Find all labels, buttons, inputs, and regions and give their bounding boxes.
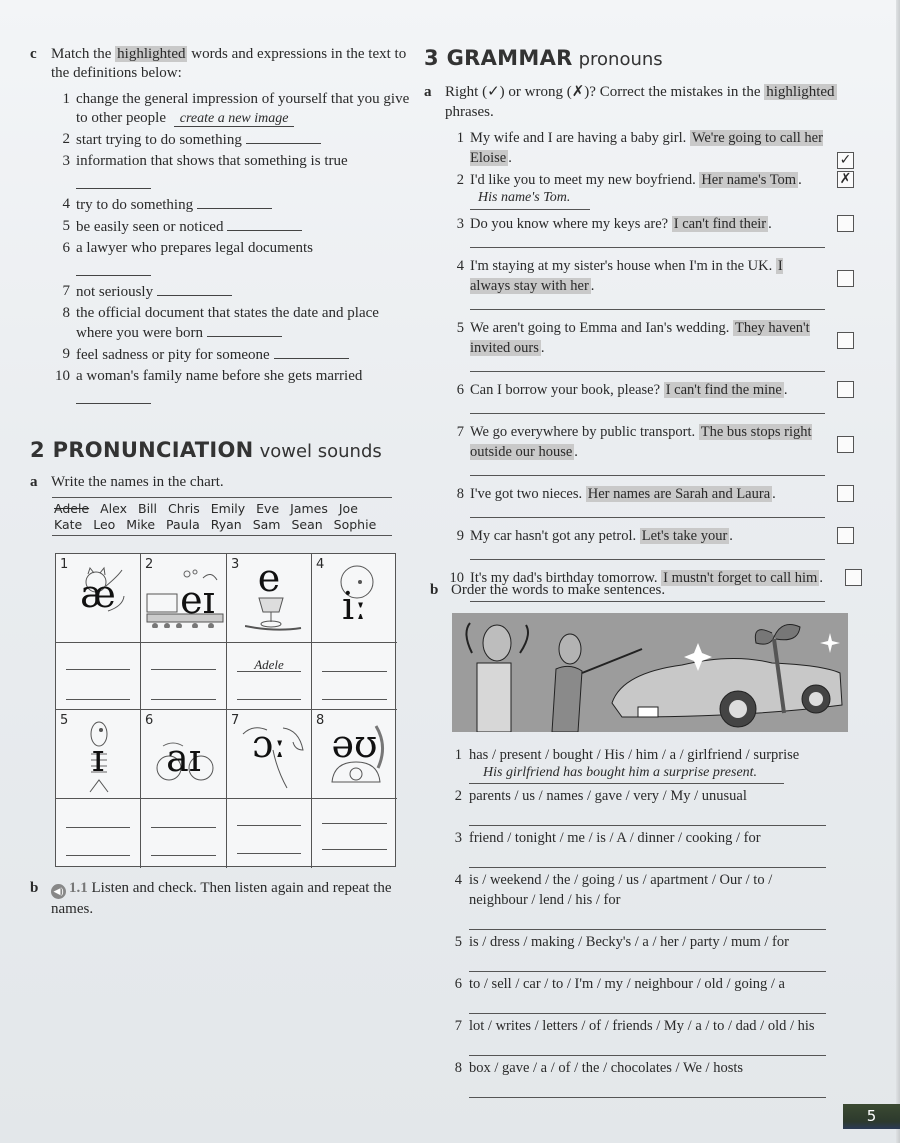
grammar-item: 6 Can I borrow your book, please? I can't find the mine . (446, 380, 854, 414)
sound-cell-2: 2 eɪ (141, 554, 227, 643)
sound-cell-8: 8 əʊ (312, 710, 397, 799)
pronunciation-section (30, 438, 410, 536)
answer-field[interactable] (469, 848, 826, 868)
grammar-item: 8 I've got two nieces. Her names are Sarah and Laura . (446, 484, 854, 518)
answer-blank[interactable] (227, 217, 302, 231)
section-title: 3 GRAMMAR pronouns (424, 46, 663, 70)
answer-field[interactable] (469, 910, 826, 930)
answer-cell[interactable] (56, 799, 141, 868)
name-chip: Bill (138, 501, 157, 516)
name-chip: Adele (54, 501, 90, 516)
sound-cell-3: 3 e (227, 554, 312, 643)
answer-field[interactable] (469, 1036, 826, 1056)
answer-blank[interactable] (197, 195, 272, 209)
answer-field[interactable] (469, 806, 826, 826)
page-edge (896, 0, 900, 1143)
correction-field[interactable] (470, 400, 825, 414)
order-item: 4 is / weekend / the / going / us / apartment / Our / to / neighbour / lend / his / for (448, 870, 838, 930)
definition-item: 4 try to do something (52, 195, 410, 215)
check-box[interactable] (837, 381, 854, 398)
audio-icon[interactable]: ◀) (51, 884, 66, 899)
exercise-3a-instruction: a Right (✓) or wrong (✗)? Correct the mistakes in the highlighted phrases. (424, 84, 835, 120)
name-chip: Eve (256, 501, 280, 516)
track-number: 1.1 (69, 880, 88, 896)
sound-cell-5: 5 ɪ (56, 710, 141, 799)
correction-field[interactable] (470, 358, 825, 372)
answer-cell[interactable] (141, 799, 227, 868)
answer-blank[interactable] (76, 390, 151, 404)
name-chip: Sam (252, 517, 281, 532)
exercise-2a-instruction: a Write the names in the chart. (30, 474, 224, 490)
correction-field[interactable] (470, 296, 825, 310)
definition-list (52, 90, 410, 408)
answer-field[interactable] (469, 994, 826, 1014)
section-title: 2 PRONUNCIATION vowel sounds (30, 438, 382, 462)
car-gift-illustration (452, 613, 848, 732)
page-number: 5 (843, 1104, 900, 1129)
check-box[interactable] (837, 527, 854, 544)
name-chip: Leo (93, 517, 116, 532)
answer-blank[interactable] (207, 323, 282, 337)
grammar-item: 5 We aren't going to Emma and Ian's wedding. They haven't invited ours . (446, 318, 854, 372)
check-box[interactable] (837, 270, 854, 287)
answer-cell[interactable]: Adele (227, 643, 312, 710)
illustration-image (452, 613, 848, 732)
definition-item: 2 start trying to do something (52, 130, 410, 150)
order-item: 1 has / present / bought / His / him / a / girlfriend / surprise His girlfriend has bought him a surprise present. (448, 745, 838, 784)
grammar-item: 7 We go everywhere by public transport. The bus stops right outside our house . (446, 422, 854, 476)
name-chip: Joe (338, 501, 358, 516)
name-chip: Sophie (333, 517, 377, 532)
order-words-list (448, 745, 838, 1100)
order-item: 2 parents / us / names / gave / very / My / unusual (448, 786, 838, 826)
answer-field[interactable]: His girlfriend has bought him a surprise present. (469, 765, 784, 784)
order-item: 6 to / sell / car / to / I'm / my / neighbour / old / going / a (448, 974, 838, 1014)
highlight-sample: highlighted (117, 46, 186, 62)
correction-field[interactable] (470, 546, 825, 560)
egg-cup-icon (245, 596, 305, 636)
check-box-ticked[interactable]: ✓ (837, 152, 854, 169)
grammar-item: 10 It's my dad's birthday tomorrow. I mustn't forget to call him . (438, 568, 854, 602)
sound-cell-7: 7 ɔː (227, 710, 312, 799)
check-box[interactable] (837, 215, 854, 232)
answer-field[interactable] (469, 952, 826, 972)
definition-item: 7 not seriously (52, 282, 410, 302)
order-item: 7 lot / writes / letters / of / friends / My / a / to / dad / old / his (448, 1016, 838, 1056)
order-item: 5 is / dress / making / Becky's / a / her / party / mum / for (448, 932, 838, 972)
sound-cell-4: 4 iː (312, 554, 397, 643)
check-box-crossed[interactable]: ✗ (837, 171, 854, 188)
names-box (52, 497, 392, 536)
name-chip: Mike (126, 517, 156, 532)
grammar-item: 1 My wife and I are having a baby girl. We're going to call her Eloise . ✓ (446, 128, 854, 168)
correction-field[interactable]: His name's Tom. (470, 190, 590, 210)
answer-cell[interactable] (141, 643, 227, 710)
answer-blank[interactable] (157, 282, 232, 296)
grammar-item: 2 I'd like you to meet my new boyfriend. Her name's Tom . His name's Tom. ✗ (446, 170, 854, 210)
answer-cell[interactable] (56, 643, 141, 710)
grammar-item: 3 Do you know where my keys are? I can't find their . (446, 214, 854, 248)
answer-cell[interactable] (312, 643, 397, 710)
check-box[interactable] (837, 485, 854, 502)
grammar-item: 9 My car hasn't got any petrol. Let's take your . (446, 526, 854, 560)
exercise-3b-instruction: b Order the words to make sentences. (430, 582, 666, 598)
answer-field[interactable]: create a new image (174, 111, 295, 127)
definition-item: 10 a woman's family name before she gets married (52, 367, 410, 408)
sound-cell-6: 6 aɪ (141, 710, 227, 799)
correction-field[interactable] (470, 504, 825, 518)
answer-blank[interactable] (76, 262, 151, 276)
answer-field[interactable] (469, 1078, 826, 1098)
answer-cell[interactable] (312, 799, 397, 868)
name-chip: Kate (54, 517, 83, 532)
answer-blank[interactable] (76, 175, 151, 189)
name-chip: Chris (167, 501, 200, 516)
order-item: 3 friend / tonight / me / is / A / dinner / cooking / for (448, 828, 838, 868)
check-box[interactable] (837, 436, 854, 453)
name-chip: Ryan (210, 517, 242, 532)
grammar-item: 4 I'm staying at my sister's house when I'm in the UK. I always stay with her . (446, 256, 854, 310)
definition-item: 6 a lawyer who prepares legal documents (52, 239, 410, 280)
exercise-2b: b ◀) 1.1 Listen and check. Then listen again and repeat the names. (30, 880, 392, 917)
name-chip: Sean (291, 517, 323, 532)
grammar-section (424, 46, 854, 610)
answer-blank[interactable] (274, 345, 349, 359)
definition-item: 8 the official document that states the date and place where you were born (62, 305, 379, 341)
exercise-c-instruction: c Match the highlighted words and expressions in the text to the definitions below: (30, 46, 407, 81)
exercise-c (30, 45, 410, 410)
answer-blank[interactable] (246, 130, 321, 144)
name-chip: James (290, 501, 328, 516)
right-wrong-list (446, 128, 854, 602)
check-box[interactable] (837, 332, 854, 349)
name-chip: Paula (166, 517, 200, 532)
name-chip: Emily (210, 501, 246, 516)
name-chip: Alex (100, 501, 128, 516)
vowel-sound-chart (55, 553, 396, 867)
definition-item: 1 change the general impression of yourself that you give to other people create a new image (62, 91, 410, 126)
answer-cell[interactable] (227, 799, 312, 868)
correction-field[interactable] (470, 234, 825, 248)
order-item: 8 box / gave / a / of / the / chocolates / We / hosts (448, 1058, 838, 1098)
definition-item: 3 information that shows that something is true (52, 152, 410, 193)
names-row (54, 501, 392, 517)
correction-field[interactable] (470, 462, 825, 476)
definition-item: 5 be easily seen or noticed (52, 217, 410, 237)
sound-cell-1: 1 æ (56, 554, 141, 643)
names-row (54, 517, 392, 533)
definition-item: 9 feel sadness or pity for someone (52, 345, 410, 365)
